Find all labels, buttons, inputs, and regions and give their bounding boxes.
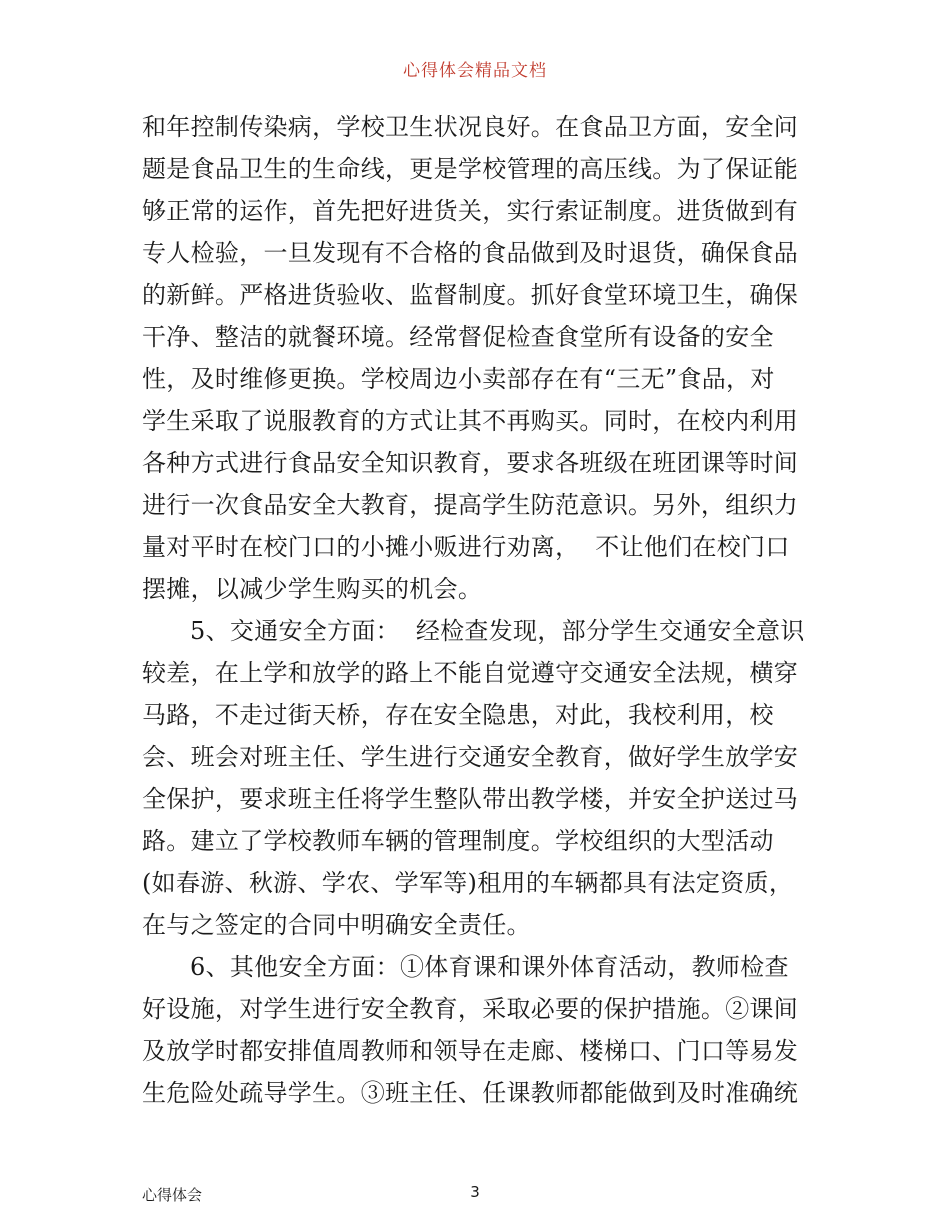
body-line-paragraph-start: 5、交通安全方面： 经检查发现，部分学生交通安全意识: [190, 617, 805, 645]
body-line: 够正常的运作，首先把好进货关，实行索证制度。进货做到有: [142, 197, 799, 225]
body-line: 路。建立了学校教师车辆的管理制度。学校组织的大型活动: [142, 827, 774, 855]
body-line: 及放学时都安排值周教师和领导在走廊、楼梯口、门口等易发: [142, 1037, 799, 1065]
body-line: 在与之签定的合同中明确安全责任。: [142, 911, 531, 939]
body-line: 专人检验，一旦发现有不合格的食品做到及时退货，确保食品: [142, 239, 799, 267]
body-line: 的新鲜。严格进货验收、监督制度。抓好食堂环境卫生，确保: [142, 281, 799, 309]
body-line: 题是食品卫生的生命线，更是学校管理的高压线。为了保证能: [142, 155, 799, 183]
body-line: 性，及时维修更换。学校周边小卖部存在有“三无”食品，对: [142, 365, 775, 393]
body-line: 摆摊，以减少学生购买的机会。: [142, 575, 483, 603]
body-line: 会、班会对班主任、学生进行交通安全教育，做好学生放学安: [142, 743, 799, 771]
document-body: [142, 106, 812, 1114]
footer-label: 心得体会: [142, 1186, 203, 1204]
page-header-title: 心得体会精品文档: [403, 61, 547, 81]
body-line: 进行一次食品安全大教育，提高学生防范意识。另外，组织力: [142, 491, 799, 519]
page-number: 3: [470, 1183, 480, 1201]
body-line-paragraph-start: 6、其他安全方面：①体育课和课外体育活动，教师检查: [190, 953, 789, 981]
body-line: 和年控制传染病，学校卫生状况良好。在食品卫方面，安全问: [142, 113, 799, 141]
body-line: 学生采取了说服教育的方式让其不再购买。同时，在校内利用: [142, 407, 799, 435]
body-line: 生危险处疏导学生。③班主任、任课教师都能做到及时准确统: [142, 1079, 799, 1107]
body-line: 各种方式进行食品安全知识教育，要求各班级在班团课等时间: [142, 449, 799, 477]
body-line: 马路，不走过街天桥，存在安全隐患，对此，我校利用，校: [142, 701, 774, 729]
body-line: 量对平时在校门口的小摊小贩进行劝离， 不让他们在校门口: [142, 533, 790, 561]
body-line: 好设施，对学生进行安全教育，采取必要的保护措施。②课间: [142, 995, 799, 1023]
body-line: 较差，在上学和放学的路上不能自觉遵守交通安全法规，横穿: [142, 659, 799, 687]
body-line: 干净、整洁的就餐环境。经常督促检查食堂所有设备的安全: [142, 323, 774, 351]
body-line: (如春游、秋游、学农、学军等)租用的车辆都具有法定资质，: [142, 869, 794, 897]
body-line: 全保护，要求班主任将学生整队带出教学楼，并安全护送过马: [142, 785, 799, 813]
